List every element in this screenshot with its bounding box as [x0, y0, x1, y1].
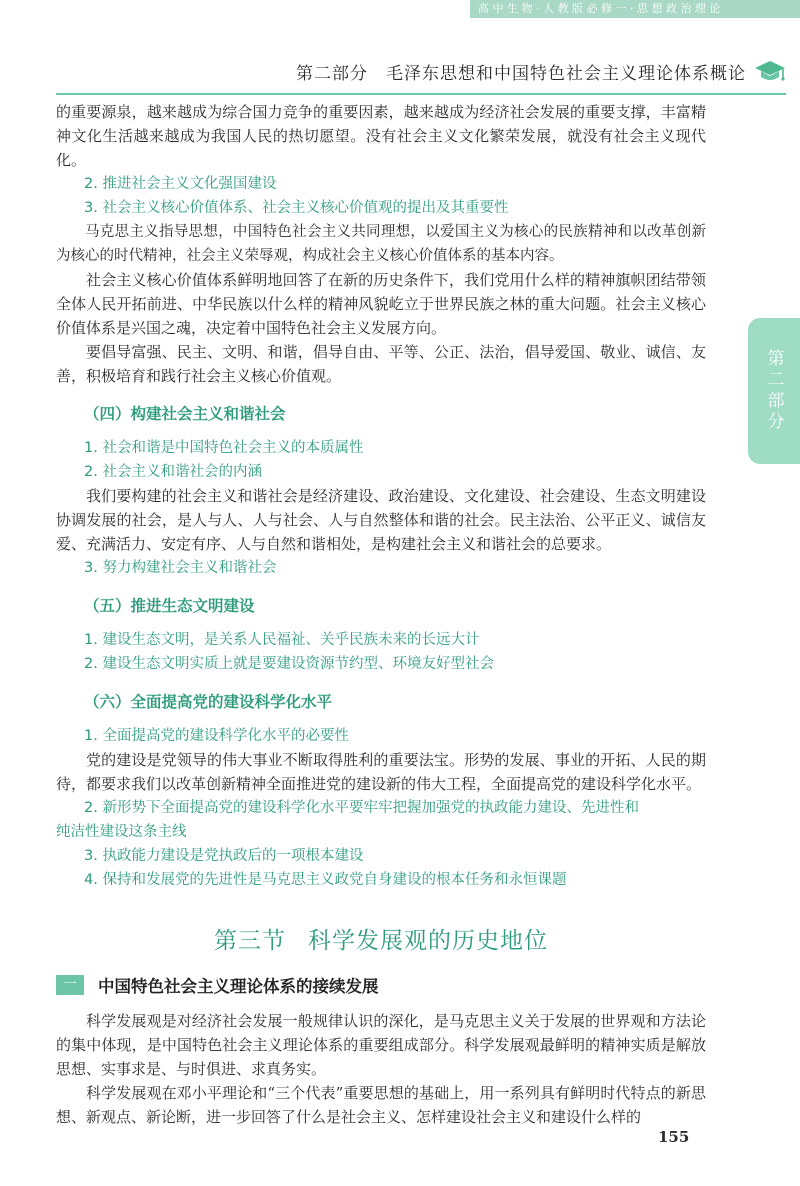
item-heading: 3. 社会主义核心价值体系、社会主义核心价值观的提出及其重要性: [84, 200, 509, 216]
part-title: 第二部分 毛泽东思想和中国特色社会主义理论体系概论: [296, 63, 746, 84]
graduation-cap-icon: [754, 58, 786, 84]
item-heading: 2. 建设生态文明实质上就是要建设资源节约型、环境友好型社会: [84, 656, 494, 672]
page-content: [56, 100, 706, 1129]
heading-number-badge: 一: [56, 975, 84, 995]
page-header: [0, 54, 786, 88]
heading-text: 中国特色社会主义理论体系的接续发展: [98, 977, 379, 996]
item-heading-continued: 纯洁性建设这条主线: [56, 824, 187, 840]
paragraph: 科学发展观是对经济社会发展一般规律认识的深化，是马克思主义关于发展的世界观和方法论的集中体现，是中国特色社会主义理论体系的重要组成部分。科学发展观最鲜明的精神实质是解放思想、实事求是、与时俱进、求真务实。: [56, 1012, 706, 1078]
page-number: 155: [658, 1128, 690, 1146]
paragraph: 的重要源泉，越来越成为综合国力竞争的重要因素，越来越成为经济社会发展的重要支撑，丰富精神文化生活越来越成为我国人民的热切愿望。没有社会主义文化繁荣发展，就没有社会主义现代化。: [56, 103, 706, 169]
subsection-heading: （六）全面提高党的建设科学化水平: [84, 693, 333, 711]
section-number: 第三节: [214, 928, 286, 954]
item-heading: 3. 努力构建社会主义和谐社会: [84, 560, 277, 576]
side-tab-label: 第二部分: [763, 349, 784, 433]
subsection-heading: （四）构建社会主义和谐社会: [84, 405, 286, 423]
item-heading: 2. 推进社会主义文化强国建设: [84, 176, 277, 192]
item-heading: 4. 保持和发展党的先进性是马克思主义政党自身建设的根本任务和永恒课题: [84, 872, 567, 888]
section-name: 科学发展观的历史地位: [308, 928, 548, 954]
section-title: [56, 922, 706, 955]
paragraph: 社会主义核心价值体系鲜明地回答了在新的历史条件下，我们党用什么样的精神旗帜团结带领全体人民开拓前进、中华民族以什么样的精神风貌屹立于世界民族之林的重大问题。社会主义核心价值体系是兴国之魂，决定着中国特色社会主义发展方向。: [56, 271, 706, 337]
paragraph: 我们要构建的社会主义和谐社会是经济建设、政治建设、文化建设、社会建设、生态文明建设协调发展的社会，是人与人、人与社会、人与自然整体和谐的社会。民主法治、公平正义、诚信友爱、充满活力、安定有序、人与自然和谐相处，是构建社会主义和谐社会的总要求。: [56, 487, 706, 553]
paragraph: 党的建设是党领导的伟大事业不断取得胜利的重要法宝。形势的发展、事业的开拓、人民的期待，都要求我们以改革创新精神全面推进党的建设新的伟大工程，全面提高党的建设科学化水平。: [56, 751, 706, 793]
paragraph: 科学发展观在邓小平理论和“三个代表”重要思想的基础上，用一系列具有鲜明时代特点的新思想、新观点、新论断，进一步回答了什么是社会主义、怎样建设社会主义和建设什么样的: [56, 1084, 706, 1126]
item-heading: 1. 建设生态文明，是关系人民福祉、关乎民族未来的长远大计: [84, 632, 480, 648]
top-strip: 高 中 生 物 · 人 教 版 必 修 一 · 思 想 政 治 理 论: [470, 0, 800, 18]
item-heading: 1. 全面提高党的建设科学化水平的必要性: [84, 728, 349, 744]
item-heading: 2. 社会主义和谐社会的内涵: [84, 464, 262, 480]
heading-level-1: [56, 973, 706, 997]
item-heading: 2. 新形势下全面提高党的建设科学化水平要牢牢把握加强党的执政能力建设、先进性和: [84, 800, 639, 816]
paragraph: 马克思主义指导思想，中国特色社会主义共同理想，以爱国主义为核心的民族精神和以改革创新为核心的时代精神，社会主义荣辱观，构成社会主义核心价值体系的基本内容。: [56, 224, 706, 264]
subsection-heading: （五）推进生态文明建设: [84, 597, 255, 615]
side-tab-part-two[interactable]: [748, 318, 800, 464]
item-heading: 3. 执政能力建设是党执政后的一项根本建设: [84, 848, 364, 864]
paragraph: 要倡导富强、民主、文明、和谐，倡导自由、平等、公正、法治，倡导爱国、敬业、诚信、友善，积极培育和践行社会主义核心价值观。: [56, 343, 706, 385]
header-divider: [56, 93, 786, 95]
item-heading: 1. 社会和谐是中国特色社会主义的本质属性: [84, 440, 364, 456]
